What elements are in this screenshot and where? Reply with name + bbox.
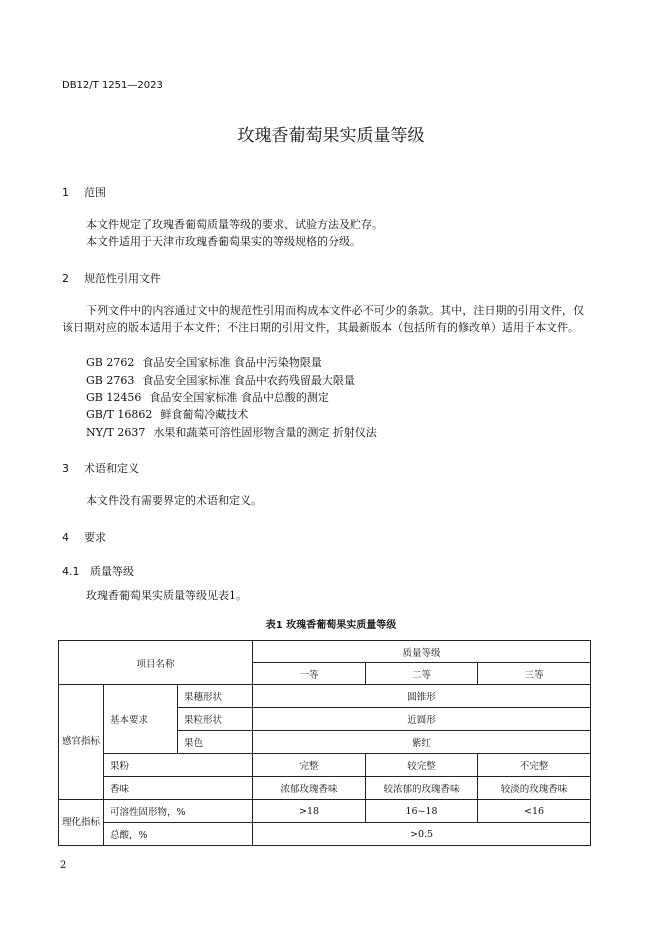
section-title: 质量等级 <box>90 565 134 578</box>
grade-value: >18 <box>253 800 366 823</box>
section-title: 范围 <box>84 186 106 199</box>
table-row <box>59 641 591 663</box>
grade-header: 一等 <box>253 663 366 685</box>
document-code: DB12/T 1251—2023 <box>62 80 163 91</box>
row-value: 近圆形 <box>253 708 591 731</box>
quality-grade-paragraph: 玫瑰香葡萄果实质量等级见表1。 <box>86 589 247 602</box>
row-value: 圆锥形 <box>253 685 591 708</box>
reference-title: 鲜食葡萄冷藏技术 <box>160 408 249 421</box>
quality-grade-header: 质量等级 <box>253 641 591 663</box>
section-4-heading <box>62 529 106 545</box>
row-label: 果粉 <box>104 754 253 777</box>
quality-grade-table <box>58 640 591 846</box>
section-1-heading <box>62 184 106 200</box>
reference-title: 食品安全国家标准 食品中总酸的测定 <box>149 391 329 404</box>
grade-value: 16~18 <box>366 800 478 823</box>
section-number: 1 <box>62 186 69 199</box>
grade-value: <16 <box>478 800 591 823</box>
section-title: 规范性引用文件 <box>84 272 161 285</box>
row-label: 可溶性固形物，% <box>104 800 253 823</box>
table-row <box>59 685 591 708</box>
row-value: >0.5 <box>253 823 591 846</box>
basic-requirement-cell: 基本要求 <box>104 685 178 754</box>
reference-code: GB 2763 <box>86 374 135 387</box>
grade-value: 完整 <box>253 754 366 777</box>
item-name-header: 项目名称 <box>59 641 253 685</box>
reference-item <box>86 424 377 440</box>
table-row <box>59 777 591 800</box>
grade-value: 较完整 <box>366 754 478 777</box>
page-number: 2 <box>60 860 67 871</box>
normative-references-intro: 下列文件中的内容通过文中的规范性引用而构成本文件必不可少的条款。其中，注日期的引用文件，仅该日期对应的版本适用于本文件；不注日期的引用文件，其最新版本（包括所有的修改单）适用于本文件。 <box>62 304 584 334</box>
row-label: 香味 <box>104 777 253 800</box>
document-title: 玫瑰香葡萄果实质量等级 <box>237 126 425 146</box>
section-title: 术语和定义 <box>84 462 139 475</box>
row-label: 果粒形状 <box>178 708 253 731</box>
table-caption: 表1 玫瑰香葡萄果实质量等级 <box>265 620 397 631</box>
reference-item <box>86 372 355 388</box>
terms-paragraph: 本文件没有需要界定的术语和定义。 <box>86 494 262 507</box>
table-row <box>59 800 591 823</box>
section-number: 3 <box>62 462 69 475</box>
grade-value: 不完整 <box>478 754 591 777</box>
grade-value: 较浓郁的玫瑰香味 <box>366 777 478 800</box>
reference-item <box>86 354 322 370</box>
reference-title: 食品安全国家标准 食品中污染物限量 <box>142 356 322 369</box>
grade-value: 浓郁玫瑰香味 <box>253 777 366 800</box>
row-label: 果穗形状 <box>178 685 253 708</box>
row-label: 果色 <box>178 731 253 754</box>
reference-item <box>86 389 329 405</box>
section-number: 2 <box>62 272 69 285</box>
reference-title: 水果和蔬菜可溶性固形物含量的测定 折射仪法 <box>153 426 377 439</box>
section-number: 4.1 <box>62 565 80 578</box>
reference-item <box>86 406 248 422</box>
grade-header: 二等 <box>366 663 478 685</box>
table-row <box>59 823 591 846</box>
section-3-heading <box>62 460 139 476</box>
reference-code: NY/T 2637 <box>86 426 146 439</box>
reference-code: GB 12456 <box>86 391 142 404</box>
scope-paragraph-1: 本文件规定了玫瑰香葡萄质量等级的要求、试验方法及贮存。 <box>86 218 383 231</box>
reference-code: GB/T 16862 <box>86 408 153 421</box>
section-4-1-heading <box>62 563 134 579</box>
grade-value: 较淡的玫瑰香味 <box>478 777 591 800</box>
sensory-indicator-cell: 感官指标 <box>59 685 104 800</box>
row-value: 紫红 <box>253 731 591 754</box>
table-row <box>59 754 591 777</box>
section-number: 4 <box>62 531 69 544</box>
physicochemical-indicator-cell: 理化指标 <box>59 800 104 846</box>
scope-paragraph-2: 本文件适用于天津市玫瑰香葡萄果实的等级规格的分级。 <box>86 235 361 248</box>
section-title: 要求 <box>84 531 106 544</box>
grade-header: 三等 <box>478 663 591 685</box>
reference-code: GB 2762 <box>86 356 135 369</box>
row-label: 总酸，% <box>104 823 253 846</box>
reference-title: 食品安全国家标准 食品中农药残留最大限量 <box>142 374 355 387</box>
section-2-heading <box>62 270 161 286</box>
